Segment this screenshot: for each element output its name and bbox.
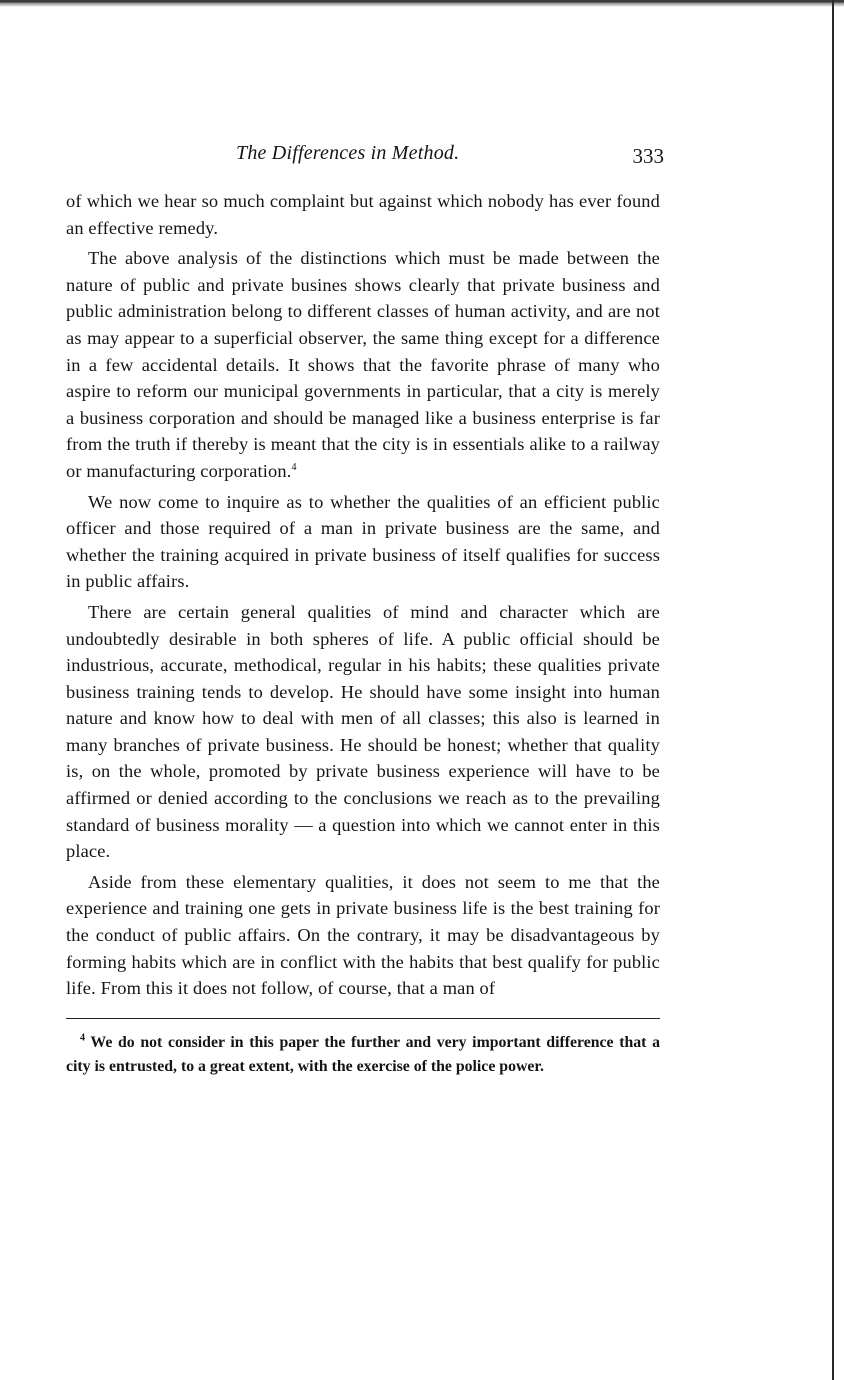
paragraph-aside: Aside from these elementary qualities, it does not seem to me that the experience and training one gets in private business life is the best training for the conduct of public affairs. On the contrary, it may be disadvantageous by forming habits which are in conflict with the habits that best qualify for public life. From this it does not follow, of course, that a man of	[66, 871, 660, 999]
footnote	[66, 1031, 660, 1079]
scan-top-edge	[0, 0, 844, 7]
paragraph-qualities: There are certain general qualities of mind and character which are undoubtedly desirable in both spheres of life. A public official should be industrious, accurate, methodical, regular in his habits; these qualities private business training tends to develop. He should have some insight into human nature and know how to deal with men of all classes; this also is learned in many branches of private business. He should be honest; whether that quality is, on the whole, promoted by private business experience will have to be affirmed or denied according to the conclusions we reach as to the prevailing standard of business morality — a question into which we cannot enter in this place.	[66, 601, 660, 862]
footnote-text: We do not consider in this paper the further and very important difference that a city is entrusted, to a great extent, with the exercise of the police power.	[66, 1033, 660, 1075]
book-page	[66, 142, 664, 1079]
running-title: The Differences in Method.	[236, 142, 460, 164]
page-number: 333	[632, 144, 664, 168]
footnote-divider	[66, 1018, 660, 1019]
footnote-reference: 4	[291, 461, 297, 473]
footnote-marker: 4	[80, 1032, 85, 1044]
paragraph-inquiry: We now come to inquire as to whether the qualities of an efficient public officer and those required of a man in private business are the same, and whether the training acquired in private business of itself qualifies for success in public affairs.	[66, 491, 660, 592]
running-header	[66, 142, 664, 168]
paragraph-analysis-text: The above analysis of the distinctions which must be made between the nature of public and private busines shows clearly that private business and public administration belong to different classes of human activity, and are not as may appear to a superficial observer, the same thing except for a difference in a few accidental details. It shows that the favorite phrase of many who aspire to reform our municipal governments in particular, that a city is merely a business corporation and should be managed like a business enterprise is far from the truth if thereby is meant that the city is in essentials alike to a railway or manufacturing corporation.	[66, 248, 660, 481]
body-text	[66, 188, 660, 1002]
paragraph-analysis	[66, 245, 660, 484]
scan-right-edge	[832, 0, 834, 1380]
paragraph-continuation: of which we hear so much complaint but against which nobody has ever found an effective remedy.	[66, 191, 660, 238]
